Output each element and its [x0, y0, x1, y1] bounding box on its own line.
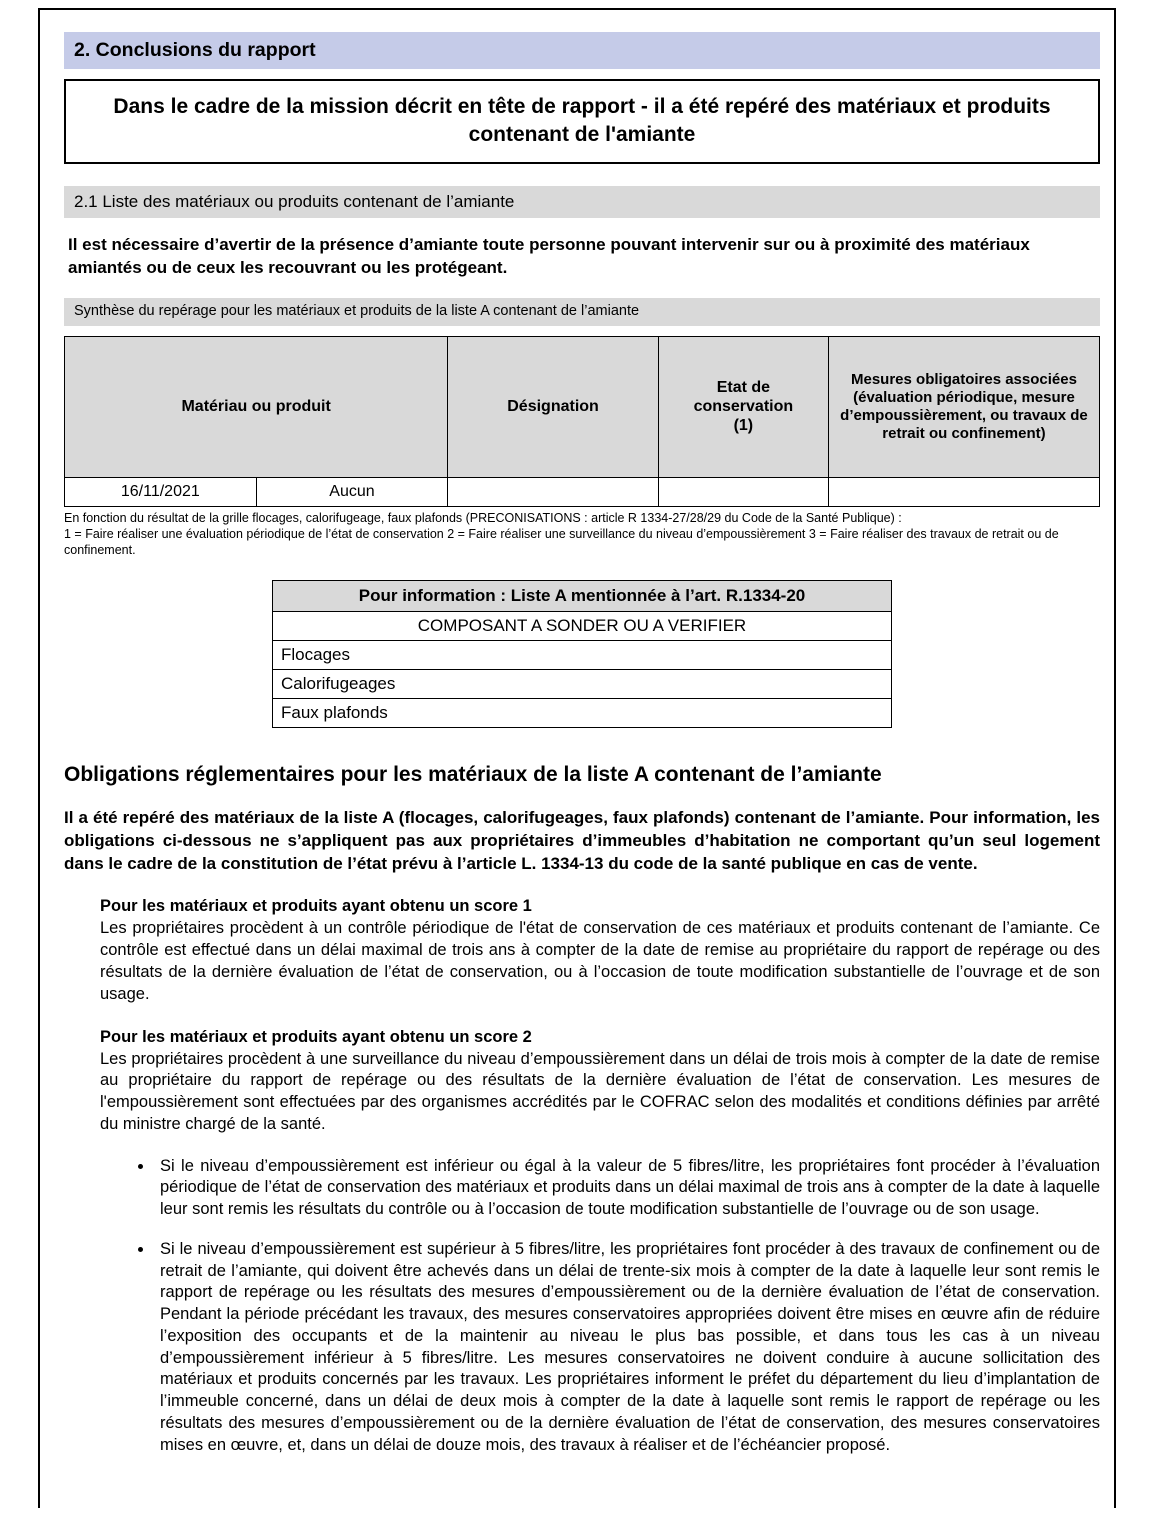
obligations-bullet-list	[110, 1156, 1100, 1457]
table-row	[65, 477, 1100, 506]
liste-a-wrapper	[64, 580, 1100, 728]
liste-a-item-row	[273, 699, 892, 728]
cell-etat	[658, 477, 828, 506]
header-materiau: Matériau ou produit	[65, 336, 448, 477]
obligations-title: Obligations réglementaires pour les matériaux de la liste A contenant de l’amiante	[64, 763, 882, 787]
header-etat-conservation	[658, 336, 828, 477]
liste-a-item-flocages: Flocages	[273, 641, 892, 670]
header-designation: Désignation	[448, 336, 659, 477]
synthesis-caption: Synthèse du repérage pour les matériaux et produits de la liste A contenant de l’amiante	[64, 298, 1100, 325]
section-heading: 2. Conclusions du rapport	[64, 32, 1100, 69]
header-etat-line2: conservation	[693, 398, 794, 416]
conclusion-box: Dans le cadre de la mission décrit en tête de rapport - il a été repéré des matériaux et produits contenant de l'amiante	[64, 79, 1100, 164]
liste-a-title-row	[273, 581, 892, 612]
cell-designation	[448, 477, 659, 506]
score-1-title: Pour les matériaux et produits ayant obtenu un score 1	[100, 897, 532, 916]
score-1-block	[100, 897, 1100, 1005]
header-etat-line1: Etat de	[716, 378, 771, 396]
liste-a-item-row	[273, 670, 892, 699]
score-1-body: Les propriétaires procèdent à un contrôle périodique de l'état de conservation de ces matériaux et produits contenant de l’amiante. Ce contrôle est effectué dans un délai maximal de trois ans à compter de la date de remise au propriétaire du rapport de repérage ou des résultats de la dernière évaluation de l’état de conservation, ou à l’occasion de toute modification substantielle de l’ouvrage et de son usage.	[100, 919, 1100, 1003]
obligations-intro: Il a été repéré des matériaux de la liste A (flocages, calorifugeages, faux plafonds) contenant de l’amiante. Pour information, les obligations ci-dessous ne s’appliquent pas aux propriétaires d’immeubles d’habitation ne comportant qu’un seul logement dans le cadre de la constitution de l’état prévu à l’article L. 1334-13 du code de la santé publique en cas de vente.	[64, 807, 1100, 873]
table-footnote	[64, 510, 1100, 559]
liste-a-subtitle: COMPOSANT A SONDER OU A VERIFIER	[273, 612, 892, 641]
cell-mesures	[828, 477, 1099, 506]
liste-a-title: Pour information : Liste A mentionnée à l’art. R.1334-20	[273, 581, 892, 612]
liste-a-item-row	[273, 641, 892, 670]
liste-a-item-calorifugeages: Calorifugeages	[273, 670, 892, 699]
score-2-body: Les propriétaires procèdent à une surveillance du niveau d’empoussièrement dans un délai de trois mois à compter de la date de remise au propriétaire du rapport de repérage ou des résultats de la dernière évaluation de l’état de conservation. Les mesures de l'empoussièrement sont effectuées par des organismes accrédités par le COFRAC selon des modalités et conditions définies par arrêté du ministre chargé de la santé.	[100, 1049, 1100, 1133]
footnote-line-2: 1 = Faire réaliser une évaluation périodique de l’état de conservation 2 = Faire réaliser une surveillance du niveau d’empoussièrement 3 = Faire réaliser des travaux de retrait ou de confinement.	[64, 526, 1059, 558]
subsection-heading: 2.1 Liste des matériaux ou produits contenant de l’amiante	[64, 186, 1100, 218]
cell-date: 16/11/2021	[65, 477, 257, 506]
table-header-row	[65, 336, 1100, 477]
liste-a-subtitle-row	[273, 612, 892, 641]
liste-a-item-faux-plafonds: Faux plafonds	[273, 699, 892, 728]
header-mesures-obligatoires: Mesures obligatoires associées (évaluation périodique, mesure d’empoussièrement, ou travaux de retrait ou confinement)	[828, 336, 1099, 477]
synthesis-table	[64, 336, 1100, 507]
liste-a-table	[272, 580, 892, 728]
score-2-block	[100, 1028, 1100, 1136]
header-etat-line3: (1)	[733, 417, 754, 435]
footnote-line-1: En fonction du résultat de la grille flocages, calorifugeage, faux plafonds (PRECONISATIONS : article R 1334-27/28/29 du Code de la Santé Publique) :	[64, 510, 902, 525]
list-item: • Si le niveau d’empoussièrement est inférieur ou égal à la valeur de 5 fibres/litre, les propriétaires font procéder à l’évaluation périodique de l’état de conservation des matériaux et produits dans un délai maximal de trois ans à compter de la date à laquelle leur sont remis les résultats du contrôle ou à l’occasion de toute modification substantielle de l’ouvrage ou de son usage.	[154, 1156, 1100, 1221]
list-item: • Si le niveau d’empoussièrement est supérieur à 5 fibres/litre, les propriétaires font procéder à des travaux de confinement ou de retrait de l’amiante, qui doivent être achevés dans un délai de trente-six mois à compter de la date à laquelle leur sont remis le rapport de repérage ou les résultats des mesures d’empoussièrement ou de la dernière évaluation de l’état de conservation. Pendant la période précédant les travaux, des mesures conservatoires appropriées doivent être mises en œuvre afin de réduire l’exposition des occupants et de la maintenir au niveau le plus bas possible, et dans tous les cas à un niveau d’empoussièrement inférieur à 5 fibres/litre. Les mesures conservatoires ne doivent conduire à aucune sollicitation des matériaux et produits concernés par les travaux. Les propriétaires informent le préfet du département du lieu d’implantation de l’immeuble concerné, dans un délai de deux mois à compter de la date à laquelle sont remis le rapport de repérage ou les résultats des mesures d’empoussièrement ou de la dernière évaluation de l’état de conservation, des mesures conservatoires mises en œuvre, et, dans un délai de douze mois, des travaux à réaliser et de l’échéancier proposé.	[154, 1239, 1100, 1457]
cell-materiau: Aucun	[256, 477, 448, 506]
warning-text: Il est nécessaire d’avertir de la présence d’amiante toute personne pouvant intervenir sur ou à proximité des matériaux amiantés ou de ceux les recouvrant ou les protégeant.	[68, 235, 1030, 278]
score-2-title: Pour les matériaux et produits ayant obtenu un score 2	[100, 1027, 532, 1046]
